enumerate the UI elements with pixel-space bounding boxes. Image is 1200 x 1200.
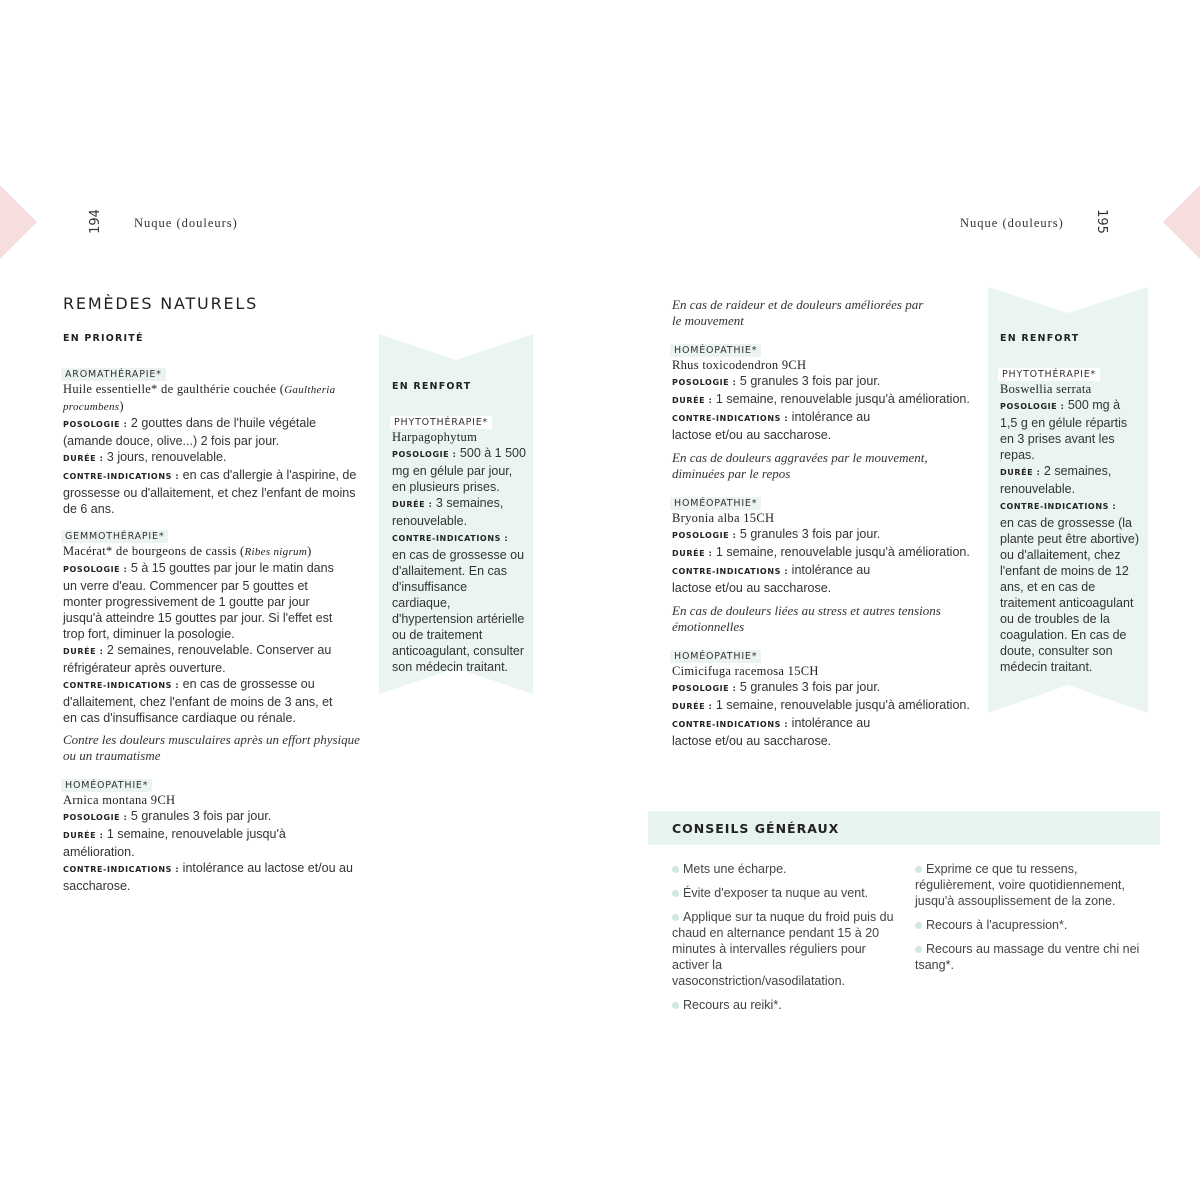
duree-text: 3 jours, renouvelable. (106, 450, 227, 464)
list-item: Évite d'exposer ta nuque au vent. (672, 885, 898, 901)
posologie-text: 2 gouttes dans de l'huile végétale (amande douce, olive...) 2 fois par jour. (63, 416, 317, 448)
bullet-icon (915, 866, 922, 873)
duree-text: 2 semaines, renouvelable. (1000, 464, 1112, 496)
remedy-name: Huile essentielle* de gaulthérie couchée (Gaultheria procumbens) (63, 382, 336, 413)
contre-indications-text: intolérance au lactose et/ou au saccharose. (672, 410, 871, 442)
page-number-left: 194 (87, 209, 103, 234)
list-item: Recours au massage du ventre chi nei tsang*. (915, 942, 1140, 972)
remedy-aromatherapie: AROMATHÉRAPIE* Huile essentielle* de gaulthérie couchée (Gaultheria procumbens) POSOLOGIE : 2 gouttes dans de l'huile végétale (amande douce, olive...) 2 fois par jour. DURÉE : 3 jours, renouvelable. CONTRE-INDICATIONS : en cas d'allergie à l'aspirine, de grossesse ou d'allaitement, et chez l'enfant de moins de 6 ans. (63, 362, 363, 517)
remedy-cimicifuga: HOMÉOPATHIE* Cimicifuga racemosa 15CH POSOLOGIE : 5 granules 3 fois par jour. DURÉE : 1 semaine, renouvelable jusqu'à amélioration. CONTRE-INDICATIONS : intolérance au lactose et/ou au saccharose. (672, 644, 972, 749)
remedy-name: Arnica montana 9CH (63, 793, 176, 807)
contre-indications-text: intolérance au lactose et/ou au saccharose. (672, 563, 871, 595)
posologie-text: 500 mg à 1,5 g en gélule répartis en 3 prises avant les repas. (1000, 398, 1128, 462)
page-number-right: 195 (1093, 209, 1109, 234)
remedy-harpagophytum: PHYTOTHÉRAPIE* Harpagophytum POSOLOGIE : 500 à 1 500 mg en gélule par jour, en plusieurs prises. DURÉE : 3 semaines, renouvelable. CONTRE-INDICATIONS : en cas de grossesse ou d'allaitement. En cas d'insuffisance cardiaque, d'hypertension artérielle ou de traitement anticoagulant, consulter son médecin traitant. (392, 417, 526, 674)
remedy-tag: HOMÉOPATHIE* (670, 650, 761, 663)
running-head-left: Nuque (douleurs) (134, 216, 238, 230)
remedy-gemmotherapie: GEMMOTHÉRAPIE* Macérat* de bourgeons de cassis (Ribes nigrum) POSOLOGIE : 5 à 15 gouttes par jour le matin dans un verre d'eau. Commencer par 5 gouttes et monter progressivement de 1 goutte par jour jusqu'à atteindre 15 gouttes par jour. Si l'effet est trop fort, diminuer la posologie. DURÉE : 2 semaines, renouvelable. Conserver au réfrigérateur après ouverture. CONTRE-INDICATIONS : en cas de grossesse ou d'allaitement, chez l'enfant de moins de 3 ans, et en cas d'insuffisance cardiaque ou rénale. (63, 524, 343, 726)
conseils-left-list (672, 861, 898, 1021)
remedy-tag: HOMÉOPATHIE* (670, 497, 761, 510)
remedy-rhus: HOMÉOPATHIE* Rhus toxicodendron 9CH POSOLOGIE : 5 granules 3 fois par jour. DURÉE : 1 semaine, renouvelable jusqu'à amélioration. CONTRE-INDICATIONS : intolérance au lactose et/ou au saccharose. (672, 338, 972, 443)
posologie-text: 500 à 1 500 mg en gélule par jour, en plusieurs prises. (392, 446, 526, 494)
left-corner-marker (0, 185, 37, 259)
list-item: Exprime ce que tu ressens, régulièrement, voire quotidiennement, jusqu'à assouplissement de la zone. (915, 862, 1125, 908)
renfort-heading-right: EN RENFORT (1000, 333, 1080, 344)
section-title: REMÈDES NATURELS (63, 294, 259, 313)
bullet-icon (672, 914, 679, 921)
conseils-title: CONSEILS GÉNÉRAUX (672, 821, 840, 836)
duree-text: 1 semaine, renouvelable jusqu'à amélioration. (715, 545, 970, 559)
remedy-name: Macérat* de bourgeons de cassis (Ribes nigrum) (63, 544, 312, 558)
remedy-name: Boswellia serrata (1000, 382, 1092, 396)
remedy-name: Rhus toxicodendron 9CH (672, 358, 807, 372)
contre-indications-text: en cas de grossesse ou d'allaitement, chez l'enfant de moins de 3 ans, et en cas d'insuffisance cardiaque ou rénale. (63, 677, 333, 725)
intro-aggravees: En cas de douleurs aggravées par le mouvement, diminuées par le repos (672, 450, 928, 481)
renfort-heading-left: EN RENFORT (392, 381, 472, 392)
duree-text: 1 semaine, renouvelable jusqu'à amélioration. (63, 827, 286, 859)
remedy-bryonia: HOMÉOPATHIE* Bryonia alba 15CH POSOLOGIE : 5 granules 3 fois par jour. DURÉE : 1 semaine, renouvelable jusqu'à amélioration. CONTRE-INDICATIONS : intolérance au lactose et/ou au saccharose. (672, 491, 972, 596)
duree-text: 1 semaine, renouvelable jusqu'à amélioration. (715, 392, 970, 406)
contre-indications-text: en cas de grossesse ou d'allaitement. En cas d'insuffisance cardiaque, d'hypertension artérielle ou de traitement anticoagulant, consulter son médecin traitant. (392, 548, 525, 674)
remedy-boswellia: PHYTOTHÉRAPIE* Boswellia serrata POSOLOGIE : 500 mg à 1,5 g en gélule répartis en 3 prises avant les repas. DURÉE : 2 semaines, renouvelable. CONTRE-INDICATIONS : en cas de grossesse (la plante peut être abortive) ou d'allaitement, chez l'enfant de moins de 12 ans, et en cas de traitement anticoagulant ou de troubles de la coagulation. En cas de doute, consulter son médecin traitant. (1000, 369, 1139, 674)
list-item: Recours au reiki*. (672, 997, 898, 1013)
duree-text: 3 semaines, renouvelable. (392, 496, 504, 528)
bullet-icon (915, 922, 922, 929)
priority-heading: EN PRIORITÉ (63, 333, 144, 344)
contre-indications-text: intolérance au lactose et/ou au saccharose. (672, 716, 871, 748)
remedy-tag: AROMATHÉRAPIE* (61, 368, 166, 381)
remedy-name: Harpagophytum (392, 430, 478, 444)
remedy-tag: PHYTOTHÉRAPIE* (390, 416, 492, 429)
list-item: Recours à l'acupression*. (915, 917, 1140, 933)
remedy-arnica: HOMÉOPATHIE* Arnica montana 9CH POSOLOGIE : 5 granules 3 fois par jour. DURÉE : 1 semaine, renouvelable jusqu'à amélioration. CONTRE-INDICATIONS : intolérance au lactose et/ou au saccharose. (63, 780, 353, 893)
duree-text: 1 semaine, renouvelable jusqu'à amélioration. (715, 698, 970, 712)
remedy-tag: PHYTOTHÉRAPIE* (998, 368, 1100, 381)
contre-indications-text: en cas de grossesse (la plante peut être abortive) ou d'allaitement, chez l'enfant de moins de 12 ans, et en cas de traitement anticoagulant ou de troubles de la coagulation. En cas de doute, consulter son médecin traitant. (1000, 516, 1139, 674)
list-item: Mets une écharpe. (672, 861, 898, 877)
bullet-icon (672, 890, 679, 897)
remedy-tag: HOMÉOPATHIE* (670, 344, 761, 357)
posologie-text: 5 à 15 gouttes par jour le matin dans un verre d'eau. Commencer par 5 gouttes et monter progressivement de 1 goutte par jour jusqu'à atteindre 15 gouttes par jour. Si l'effet est trop fort, diminuer la posologie. (63, 561, 334, 641)
remedy-tag: HOMÉOPATHIE* (61, 779, 152, 792)
muscle-intro: Contre les douleurs musculaires après un effort physique ou un traumatisme (63, 732, 360, 763)
intro-raideur: En cas de raideur et de douleurs améliorées par le mouvement (672, 297, 924, 328)
bullet-icon (672, 866, 679, 873)
bullet-icon (915, 946, 922, 953)
posologie-text: 5 granules 3 fois par jour. (130, 809, 272, 823)
remedy-tag: GEMMOTHÉRAPIE* (61, 530, 168, 543)
intro-stress: En cas de douleurs liées au stress et autres tensions émotionnelles (672, 603, 941, 634)
posologie-text: 5 granules 3 fois par jour. (739, 374, 881, 388)
bullet-icon (672, 1002, 679, 1009)
contre-indications-text: intolérance au lactose et/ou au saccharose. (63, 861, 353, 893)
right-corner-marker (1163, 185, 1200, 259)
posologie-text: 5 granules 3 fois par jour. (739, 527, 881, 541)
contre-indications-text: en cas d'allergie à l'aspirine, de grossesse ou d'allaitement, et chez l'enfant de moins de 6 ans. (63, 468, 357, 516)
conseils-right-list (915, 861, 1140, 981)
list-item: Applique sur ta nuque du froid puis du chaud en alternance pendant 15 à 20 minutes à intervalles réguliers pour activer la vasoconstriction/vasodilatation. (672, 910, 894, 988)
remedy-name: Bryonia alba 15CH (672, 511, 775, 525)
duree-text: 2 semaines, renouvelable. Conserver au réfrigérateur après ouverture. (63, 643, 332, 675)
remedy-name: Cimicifuga racemosa 15CH (672, 664, 819, 678)
posologie-text: 5 granules 3 fois par jour. (739, 680, 881, 694)
running-head-right: Nuque (douleurs) (960, 216, 1064, 230)
